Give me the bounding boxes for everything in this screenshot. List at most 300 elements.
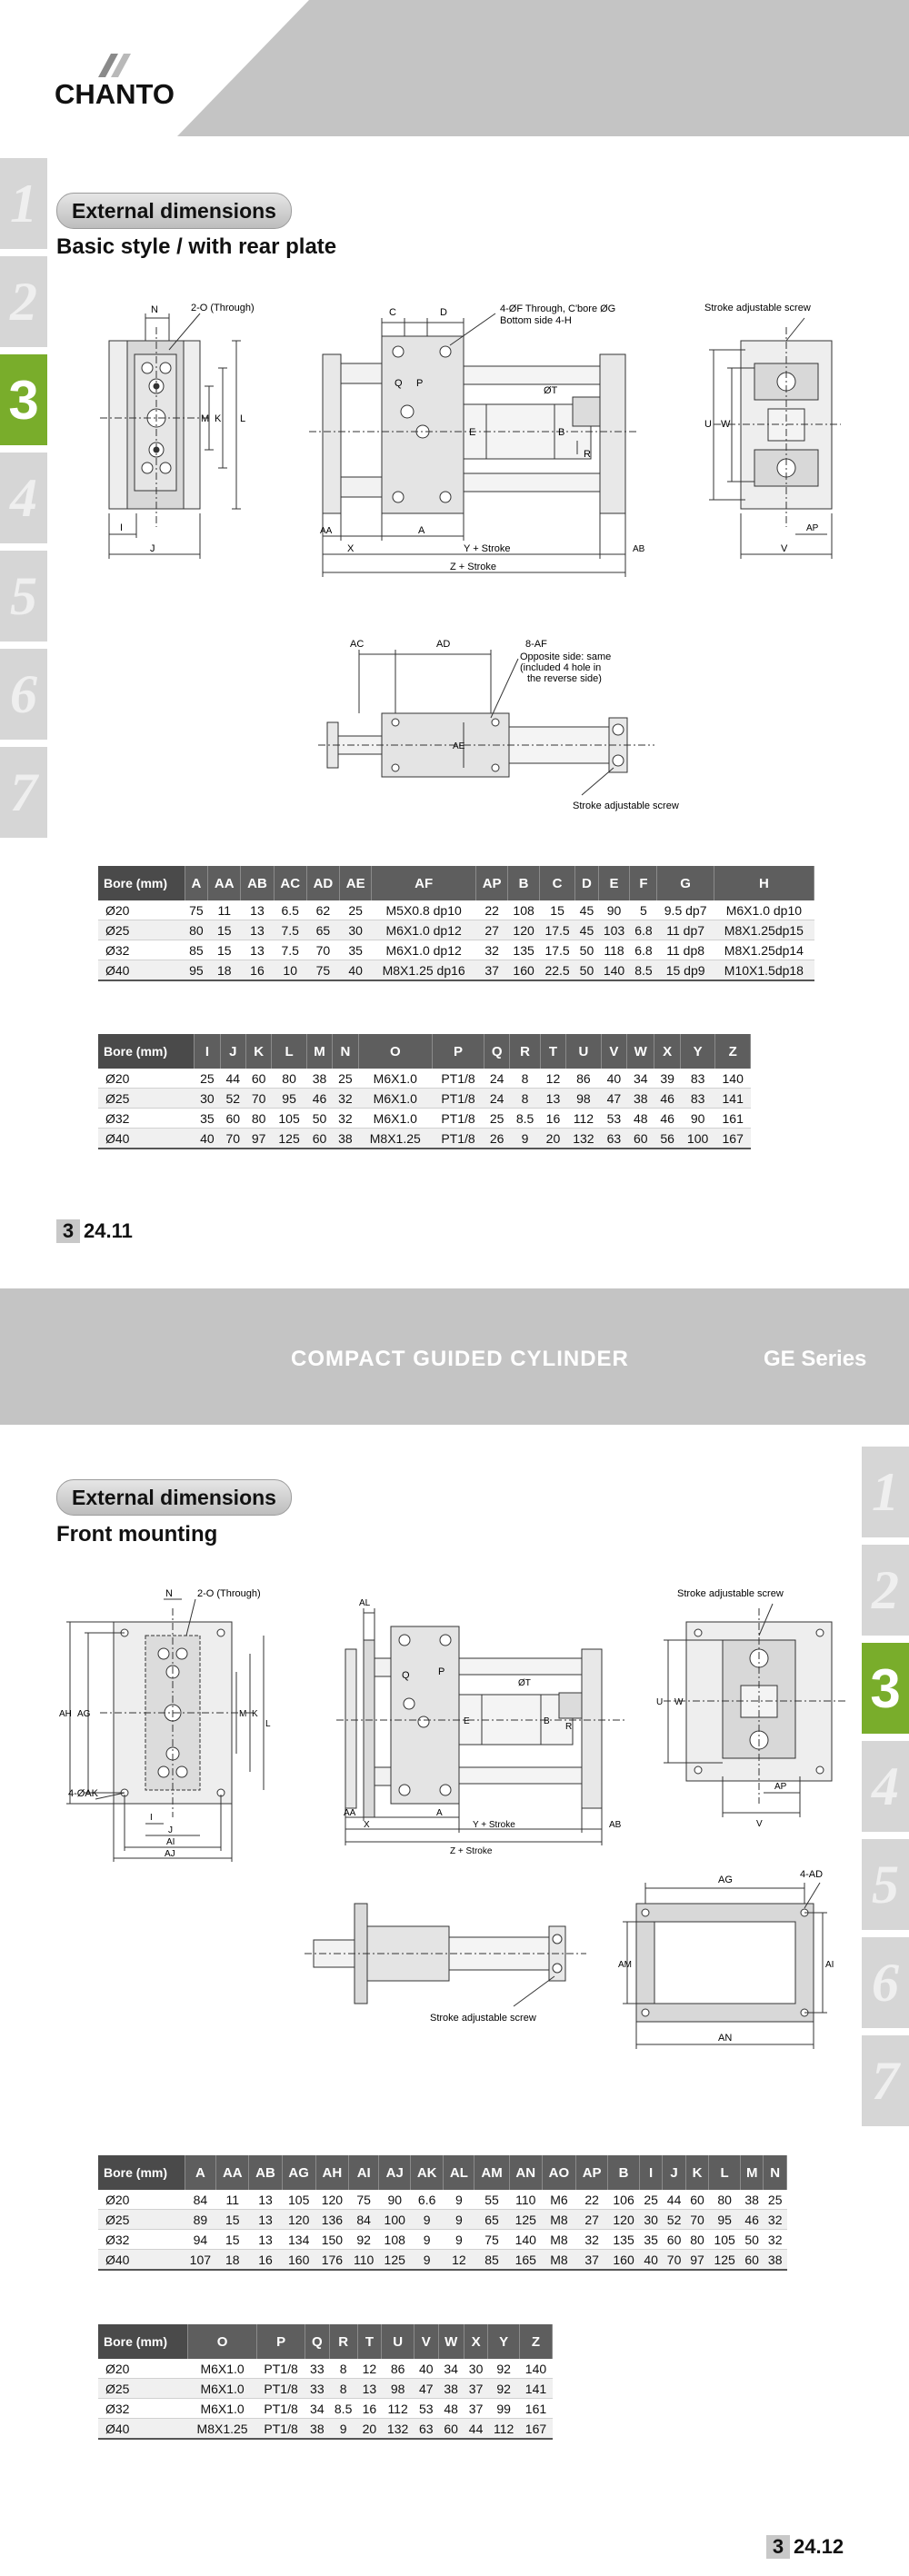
label-ah: AH: [59, 1709, 72, 1719]
table-cell: 13: [357, 2379, 381, 2399]
table-cell: 9: [510, 1129, 540, 1149]
table-header-bore: Bore (mm): [98, 866, 185, 900]
table-cell: 98: [382, 2379, 415, 2399]
label-a: A: [418, 525, 425, 536]
table-cell: M6X1.0: [188, 2359, 257, 2379]
bore-size-cell: Ø32: [98, 1109, 195, 1129]
table-cell: 37: [464, 2399, 487, 2419]
table-cell: 90: [680, 1109, 715, 1129]
table-header-cell: E: [598, 866, 630, 900]
table-cell: 50: [575, 960, 598, 981]
table-cell: 34: [438, 2359, 464, 2379]
table-cell: 25: [484, 1109, 510, 1129]
table-cell: 11: [208, 900, 241, 920]
chapter-box-2: 3: [766, 2535, 790, 2559]
bore-size-cell: Ø20: [98, 2359, 188, 2379]
side-tab-r-7[interactable]: 7: [862, 2035, 909, 2126]
side-tab-r-5[interactable]: 5: [862, 1839, 909, 1930]
table-cell: 120: [608, 2210, 640, 2230]
table-cell: 112: [488, 2419, 520, 2440]
table-cell: 108: [508, 900, 540, 920]
table-cell: 60: [245, 1069, 271, 1089]
table-cell: 44: [663, 2190, 685, 2210]
table-header-cell: F: [630, 866, 657, 900]
label-r-2: R: [565, 1722, 573, 1732]
label-y-stroke: Y + Stroke: [464, 543, 511, 554]
table-cell: 15: [216, 2210, 249, 2230]
table-header-cell: AK: [411, 2155, 444, 2190]
table-cell: 105: [282, 2190, 315, 2210]
table-cell: 84: [348, 2210, 378, 2230]
side-tab-r-1[interactable]: 1: [862, 1447, 909, 1537]
table-cell: 37: [476, 960, 508, 981]
table-cell: 25: [333, 1069, 358, 1089]
table-cell: 60: [740, 2250, 763, 2271]
label-ab: AB: [633, 544, 645, 554]
table-header-cell: V: [601, 1034, 626, 1069]
table-cell: 120: [315, 2190, 348, 2210]
table-cell: 84: [185, 2190, 216, 2210]
table-cell: 60: [685, 2190, 708, 2210]
table-header-cell: L: [272, 1034, 307, 1069]
bore-size-cell: Ø40: [98, 2419, 188, 2440]
table-cell: M8: [542, 2210, 575, 2230]
label-l: L: [240, 413, 246, 424]
side-tab-7[interactable]: 7: [0, 747, 47, 838]
table-cell: 95: [185, 960, 207, 981]
table-cell: 90: [379, 2190, 411, 2210]
table-cell: 105: [709, 2230, 741, 2250]
table-header-cell: AF: [372, 866, 476, 900]
table-cell: 12: [540, 1069, 565, 1089]
table-cell: M6: [542, 2190, 575, 2210]
table-cell: 160: [508, 960, 540, 981]
dimension-table-1: [98, 866, 814, 981]
table-header-cell: I: [639, 2155, 662, 2190]
table-cell: PT1/8: [257, 2379, 305, 2399]
table-header-cell: Z: [715, 1034, 751, 1069]
table-header-cell: AH: [315, 2155, 348, 2190]
table-cell: 80: [245, 1109, 271, 1129]
table-header-cell: H: [714, 866, 814, 900]
table-cell: 160: [608, 2250, 640, 2271]
table-header-cell: X: [464, 2324, 487, 2359]
table-header-cell: P: [257, 2324, 305, 2359]
side-tab-5[interactable]: 5: [0, 551, 47, 642]
label-p: P: [416, 378, 424, 389]
table-cell: 100: [680, 1129, 715, 1149]
table-cell: 13: [241, 900, 274, 920]
side-tab-r-2[interactable]: 2: [862, 1545, 909, 1636]
table-cell: M6X1.0 dp12: [372, 940, 476, 960]
table-row: [98, 2230, 787, 2250]
table-cell: 60: [438, 2419, 464, 2440]
bore-size-cell: Ø25: [98, 1089, 195, 1109]
table-cell: 99: [488, 2399, 520, 2419]
table-header-cell: AP: [476, 866, 508, 900]
label-ab-2: AB: [609, 1820, 622, 1830]
table-header-cell: W: [438, 2324, 464, 2359]
table-cell: 50: [740, 2230, 763, 2250]
table-cell: M8X1.25dp15: [714, 920, 814, 940]
table-header-cell: K: [245, 1034, 271, 1069]
side-tab-3-active[interactable]: 3: [0, 354, 47, 445]
table-cell: 53: [601, 1109, 626, 1129]
table-cell: 34: [305, 2399, 329, 2419]
table-header-cell: U: [382, 2324, 415, 2359]
table-header-cell: Q: [484, 1034, 510, 1069]
table-cell: 86: [382, 2359, 415, 2379]
side-tab-r-3-active[interactable]: 3: [862, 1643, 909, 1734]
side-tab-r-6[interactable]: 6: [862, 1937, 909, 2028]
table-cell: 24: [484, 1069, 510, 1089]
label-y-stroke-2: Y + Stroke: [473, 1820, 515, 1830]
label-screw-2: Stroke adjustable screw: [573, 801, 679, 811]
bore-size-cell: Ø40: [98, 960, 185, 981]
table-cell: 16: [357, 2399, 381, 2419]
table-cell: 10: [274, 960, 306, 981]
rear-view-drawing: [677, 300, 850, 563]
table-header-cell: O: [358, 1034, 433, 1069]
table-cell: 27: [576, 2210, 608, 2230]
table-cell: 167: [519, 2419, 552, 2440]
table-header-cell: R: [510, 1034, 540, 1069]
section-label: External dimensions: [56, 193, 292, 229]
table-row: [98, 2250, 787, 2271]
label-z-stroke-2: Z + Stroke: [450, 1846, 493, 1856]
table-cell: 48: [438, 2399, 464, 2419]
table-cell: 46: [654, 1109, 680, 1129]
label-i-2: I: [150, 1813, 153, 1823]
table-cell: 32: [333, 1089, 358, 1109]
label-aj: AJ: [165, 1849, 175, 1859]
table-cell: 38: [764, 2250, 787, 2271]
table-cell: 11: [216, 2190, 249, 2210]
table-header-bore: Bore (mm): [98, 2155, 185, 2190]
label-k: K: [215, 413, 222, 424]
label-4ad: 4-AD: [800, 1869, 824, 1880]
table-header-cell: C: [539, 866, 574, 900]
table-header-cell: AM: [474, 2155, 509, 2190]
table-cell: 140: [715, 1069, 751, 1089]
side-tab-6[interactable]: 6: [0, 649, 47, 740]
table-cell: 97: [245, 1129, 271, 1149]
table-cell: 62: [306, 900, 339, 920]
chanto-logo-icon: [91, 50, 145, 79]
table-cell: 150: [315, 2230, 348, 2250]
table-cell: 38: [305, 2419, 329, 2440]
table-cell: 125: [509, 2210, 542, 2230]
label-u: U: [704, 419, 712, 430]
table-header-cell: AA: [216, 2155, 249, 2190]
table-header-cell: Q: [305, 2324, 329, 2359]
table-cell: 176: [315, 2250, 348, 2271]
table-header-cell: AA: [208, 866, 241, 900]
table-cell: 22: [476, 900, 508, 920]
table-row: [98, 940, 814, 960]
side-tab-4[interactable]: 4: [0, 453, 47, 543]
table-header-cell: M: [740, 2155, 763, 2190]
table-cell: 160: [282, 2250, 315, 2271]
front-mount-rear-view: [627, 1586, 845, 1863]
bore-size-cell: Ø32: [98, 2399, 188, 2419]
label-screw: Stroke adjustable screw: [704, 303, 811, 313]
side-tab-2[interactable]: 2: [0, 256, 47, 347]
table-cell: 48: [627, 1109, 654, 1129]
table-cell: 70: [306, 940, 339, 960]
page-number-2: [766, 2535, 844, 2559]
label-aa: AA: [320, 526, 333, 536]
table-cell: 24: [484, 1089, 510, 1109]
table-cell: 98: [566, 1089, 602, 1109]
table-cell: 56: [654, 1129, 680, 1149]
table-cell: 45: [575, 900, 598, 920]
table-cell: 18: [216, 2250, 249, 2271]
table-header-cell: I: [195, 1034, 220, 1069]
table-cell: 13: [540, 1089, 565, 1109]
table-cell: 83: [680, 1089, 715, 1109]
label-u-2: U: [656, 1697, 664, 1707]
table-cell: 16: [249, 2250, 282, 2271]
table-cell: 134: [282, 2230, 315, 2250]
label-am: AM: [618, 1960, 632, 1970]
table-header-cell: K: [685, 2155, 708, 2190]
table-cell: M10X1.5dp18: [714, 960, 814, 981]
dimension-table-2: [98, 1034, 751, 1149]
label-b-2: B: [544, 1716, 550, 1726]
bore-size-cell: Ø32: [98, 940, 185, 960]
table-cell: 12: [357, 2359, 381, 2379]
table-cell: 40: [340, 960, 372, 981]
table-cell: 8.5: [630, 960, 657, 981]
table-cell: 167: [715, 1129, 751, 1149]
table-cell: 135: [508, 940, 540, 960]
table-cell: M6X1.0: [358, 1109, 433, 1129]
table-header-cell: AD: [306, 866, 339, 900]
table-header-cell: Y: [680, 1034, 715, 1069]
table-cell: 16: [540, 1109, 565, 1129]
table-cell: 44: [220, 1069, 245, 1089]
table-cell: M6X1.0 dp10: [714, 900, 814, 920]
table-header-cell: J: [663, 2155, 685, 2190]
table-cell: 63: [415, 2419, 438, 2440]
label-n: N: [151, 304, 158, 315]
bore-size-cell: Ø40: [98, 2250, 185, 2271]
table-cell: 103: [598, 920, 630, 940]
table-header-cell: AE: [340, 866, 372, 900]
table-cell: 100: [379, 2210, 411, 2230]
brand-logo-text: CHANTO: [55, 78, 175, 110]
table-cell: PT1/8: [433, 1069, 484, 1089]
table-cell: 80: [185, 920, 207, 940]
table-header-cell: AG: [282, 2155, 315, 2190]
banner-series: GE Series: [764, 1347, 867, 1371]
table-header-cell: P: [433, 1034, 484, 1069]
table-cell: 8: [510, 1069, 540, 1089]
table-cell: 70: [220, 1129, 245, 1149]
table-cell: 13: [241, 940, 274, 960]
table-cell: 33: [305, 2379, 329, 2399]
table-cell: 8: [329, 2359, 357, 2379]
table-cell: 95: [709, 2210, 741, 2230]
table-cell: 22: [576, 2190, 608, 2210]
table-cell: 92: [488, 2359, 520, 2379]
label-m: M: [201, 413, 210, 424]
table-cell: 80: [709, 2190, 741, 2210]
label-holes-1: 4-ØF Through, C'bore ØG: [500, 303, 616, 314]
table-cell: 89: [185, 2210, 216, 2230]
label-w-2: W: [674, 1697, 684, 1707]
table-cell: 95: [272, 1089, 307, 1109]
table-cell: 52: [663, 2210, 685, 2230]
table-cell: 35: [639, 2230, 662, 2250]
label-c: C: [389, 307, 396, 318]
side-tab-1[interactable]: 1: [0, 158, 47, 249]
table-header-cell: O: [188, 2324, 257, 2359]
table-header-cell: G: [657, 866, 714, 900]
table-cell: 112: [566, 1109, 602, 1129]
table-header-cell: W: [627, 1034, 654, 1069]
table-cell: M6X1.0: [358, 1089, 433, 1109]
table-cell: 15: [208, 940, 241, 960]
label-ot: ØT: [544, 385, 558, 396]
table-cell: 60: [220, 1109, 245, 1129]
table-cell: 7.5: [274, 920, 306, 940]
table-cell: 46: [306, 1089, 332, 1109]
table-cell: 11 dp7: [657, 920, 714, 940]
table-cell: M8X1.25: [358, 1129, 433, 1149]
table-cell: 30: [464, 2359, 487, 2379]
table-cell: 13: [249, 2190, 282, 2210]
table-cell: 65: [306, 920, 339, 940]
table-cell: 40: [415, 2359, 438, 2379]
table-cell: 8.5: [510, 1109, 540, 1129]
page-number-text-2: 24.12: [794, 2535, 844, 2558]
table-cell: 105: [272, 1109, 307, 1129]
table-cell: 86: [566, 1069, 602, 1089]
label-i: I: [120, 522, 124, 533]
table-cell: 6.5: [274, 900, 306, 920]
table-cell: 8.5: [329, 2399, 357, 2419]
label-q-2: Q: [402, 1670, 410, 1681]
label-ap-2: AP: [774, 1782, 787, 1792]
table-cell: 165: [509, 2250, 542, 2271]
bore-size-cell: Ø25: [98, 2210, 185, 2230]
table-cell: 118: [598, 940, 630, 960]
table-cell: 125: [379, 2250, 411, 2271]
label-ac: AC: [350, 639, 365, 650]
table-cell: 94: [185, 2230, 216, 2250]
table-cell: 107: [185, 2250, 216, 2271]
table-row: [98, 2419, 553, 2440]
table-header-cell: AN: [509, 2155, 542, 2190]
table-cell: 75: [474, 2230, 509, 2250]
table-cell: M5X0.8 dp10: [372, 900, 476, 920]
table-cell: 45: [575, 920, 598, 940]
table-cell: 30: [340, 920, 372, 940]
table-cell: 32: [476, 940, 508, 960]
label-ot-2: ØT: [518, 1678, 531, 1688]
table-header-cell: A: [185, 866, 207, 900]
table-header-cell: AI: [348, 2155, 378, 2190]
label-q: Q: [395, 378, 403, 389]
side-tab-r-4[interactable]: 4: [862, 1741, 909, 1832]
table-row: [98, 1109, 751, 1129]
table-header-cell: B: [608, 2155, 640, 2190]
table-cell: 92: [348, 2230, 378, 2250]
table-header-cell: Y: [488, 2324, 520, 2359]
table-header-cell: AO: [542, 2155, 575, 2190]
flange-plate-drawing: [618, 1863, 836, 2058]
table-cell: 9: [411, 2250, 444, 2271]
table-row: [98, 1129, 751, 1149]
bore-size-cell: Ø40: [98, 1129, 195, 1149]
bore-size-cell: Ø25: [98, 2379, 188, 2399]
front-mount-top-view: [305, 1899, 595, 2035]
table-cell: 11 dp8: [657, 940, 714, 960]
label-an: AN: [718, 2033, 733, 2044]
table-cell: 17.5: [539, 940, 574, 960]
label-e-2: E: [464, 1716, 470, 1726]
table-cell: 26: [484, 1129, 510, 1149]
table-cell: 40: [601, 1069, 626, 1089]
table-cell: 46: [654, 1089, 680, 1109]
table-header-cell: AB: [241, 866, 274, 900]
table-cell: 141: [519, 2379, 552, 2399]
label-note-2: (included 4 hole in: [520, 662, 602, 673]
table-cell: 70: [663, 2250, 685, 2271]
table-cell: 46: [740, 2210, 763, 2230]
table-header-cell: U: [566, 1034, 602, 1069]
label-z-stroke: Z + Stroke: [450, 562, 497, 572]
table-header-cell: M: [306, 1034, 332, 1069]
table-cell: 65: [474, 2210, 509, 2230]
table-cell: 9: [444, 2230, 474, 2250]
label-ap: AP: [806, 523, 819, 533]
table-cell: 17.5: [539, 920, 574, 940]
table-cell: PT1/8: [257, 2359, 305, 2379]
table-header-cell: R: [329, 2324, 357, 2359]
table-row: [98, 2379, 553, 2399]
table-header-bore: Bore (mm): [98, 1034, 195, 1069]
table-cell: M8: [542, 2230, 575, 2250]
table-header-bore: Bore (mm): [98, 2324, 188, 2359]
table-cell: M8X1.25: [188, 2419, 257, 2440]
table-header-cell: AL: [444, 2155, 474, 2190]
label-j-2: J: [168, 1825, 173, 1835]
table-header-cell: B: [508, 866, 540, 900]
table-cell: 50: [575, 940, 598, 960]
table-cell: 18: [208, 960, 241, 981]
table-cell: 92: [488, 2379, 520, 2399]
table-header-cell: J: [220, 1034, 245, 1069]
label-al: AL: [359, 1598, 371, 1608]
label-w: W: [721, 419, 731, 430]
table-cell: 38: [740, 2190, 763, 2210]
table-header-cell: N: [764, 2155, 787, 2190]
table-cell: 83: [680, 1069, 715, 1089]
table-cell: 60: [627, 1129, 654, 1149]
bore-size-cell: Ø20: [98, 1069, 195, 1089]
side-view-drawing: [300, 295, 645, 586]
table-cell: PT1/8: [433, 1129, 484, 1149]
table-cell: 25: [639, 2190, 662, 2210]
table-cell: 120: [508, 920, 540, 940]
label-ag-2: AG: [718, 1875, 733, 1885]
table-cell: 75: [306, 960, 339, 981]
table-cell: 9: [411, 2210, 444, 2230]
banner-title: COMPACT GUIDED CYLINDER: [291, 1347, 629, 1371]
